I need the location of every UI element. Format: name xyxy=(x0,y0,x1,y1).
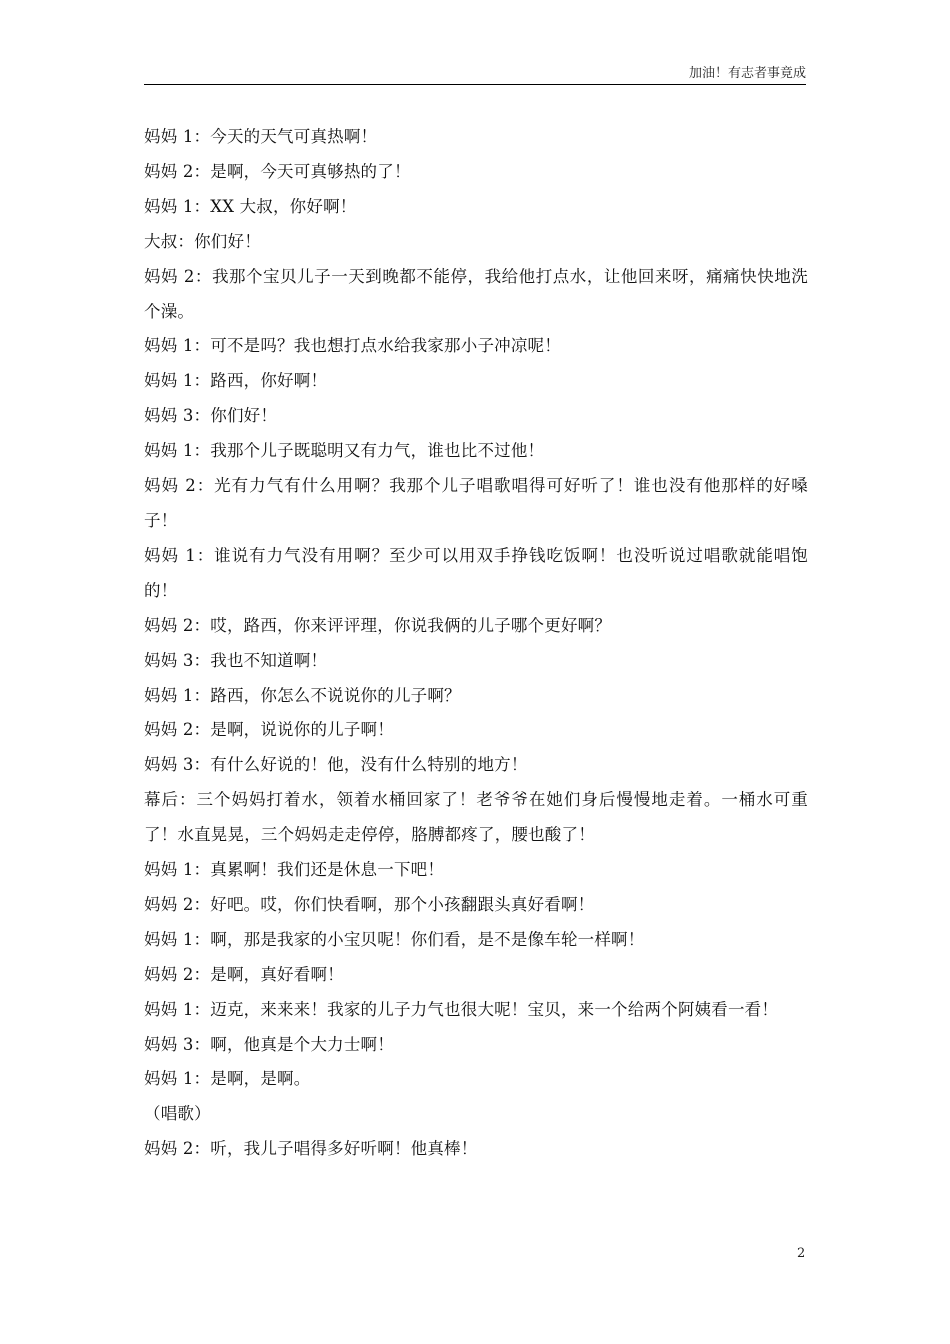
dialogue-line: 妈妈 1：谁说有力气没有用啊？至少可以用双手挣钱吃饭啊！也没听说过唱歌就能唱饱的！ xyxy=(144,545,808,600)
dialogue-line: 妈妈 2：好吧。哎，你们快看啊，那个小孩翻跟头真好看啊！ xyxy=(144,894,595,914)
dialogue-line: 妈妈 3：我也不知道啊！ xyxy=(144,650,328,670)
page-number: 2 xyxy=(797,1246,806,1261)
header-motto: 加油！有志者事竟成 xyxy=(688,66,806,81)
dialogue-line: 妈妈 1：可不是吗？我也想打点水给我家那小子冲凉呢！ xyxy=(144,336,561,356)
dialogue-line: 妈妈 1：今天的天气可真热啊！ xyxy=(144,127,378,146)
stage-direction-line: 幕后：三个妈妈打着水，领着水桶回家了！老爷爷在她们身后慢慢地走着。一桶水可重了！水直晃晃，三个妈妈走走停停，胳膊都疼了，腰也酸了！ xyxy=(144,790,808,845)
dialogue-line: 妈妈 1：是啊，是啊。 xyxy=(144,1069,311,1089)
dialogue-line: 妈妈 2：哎，路西，你来评评理，你说我俩的儿子哪个更好啊？ xyxy=(144,615,612,635)
dialogue-line: 妈妈 3：有什么好说的！他，没有什么特别的地方！ xyxy=(144,755,528,775)
dialogue-line: 妈妈 1：我那个儿子既聪明又有力气，谁也比不过他！ xyxy=(144,441,545,461)
dialogue-line: 妈妈 1：路西，你好啊！ xyxy=(144,371,328,391)
dialogue-line: 妈妈 1：路西，你怎么不说说你的儿子啊？ xyxy=(144,685,461,705)
dialogue-line: 妈妈 1：XX 大叔，你好啊！ xyxy=(144,196,357,216)
dialogue-line: 妈妈 2：光有力气有什么用啊？我那个儿子唱歌唱得可好听了！谁也没有他那样的好嗓子！ xyxy=(144,476,808,530)
page-header xyxy=(144,66,806,85)
dialogue-line: 妈妈 3：你们好！ xyxy=(144,406,278,426)
dialogue-line: 妈妈 2：我那个宝贝儿子一天到晚都不能停，我给他打点水，让他回来呀，痛痛快快地洗个澡。 xyxy=(144,266,808,321)
dialogue-line: 妈妈 3：啊，他真是个大力士啊！ xyxy=(144,1034,394,1054)
stage-direction-line: （唱歌） xyxy=(144,1104,211,1124)
dialogue-line: 妈妈 1：啊，那是我家的小宝贝呢！你们看，是不是像车轮一样啊！ xyxy=(144,929,645,949)
dialogue-line: 妈妈 1：真累啊！我们还是休息一下吧！ xyxy=(144,860,445,880)
dialogue-line: 妈妈 2：是啊，真好看啊！ xyxy=(144,964,344,984)
dialogue-line: 妈妈 2：是啊，说说你的儿子啊！ xyxy=(144,720,394,740)
script-body xyxy=(144,120,808,1167)
dialogue-line: 妈妈 2：是啊，今天可真够热的了！ xyxy=(144,161,411,181)
dialogue-line: 妈妈 2：听，我儿子唱得多好听啊！他真棒！ xyxy=(144,1139,478,1159)
dialogue-line: 妈妈 1：迈克，来来来！我家的儿子力气也很大呢！宝贝，来一个给两个阿姨看一看！ xyxy=(144,999,779,1019)
dialogue-line: 大叔：你们好！ xyxy=(144,231,261,251)
